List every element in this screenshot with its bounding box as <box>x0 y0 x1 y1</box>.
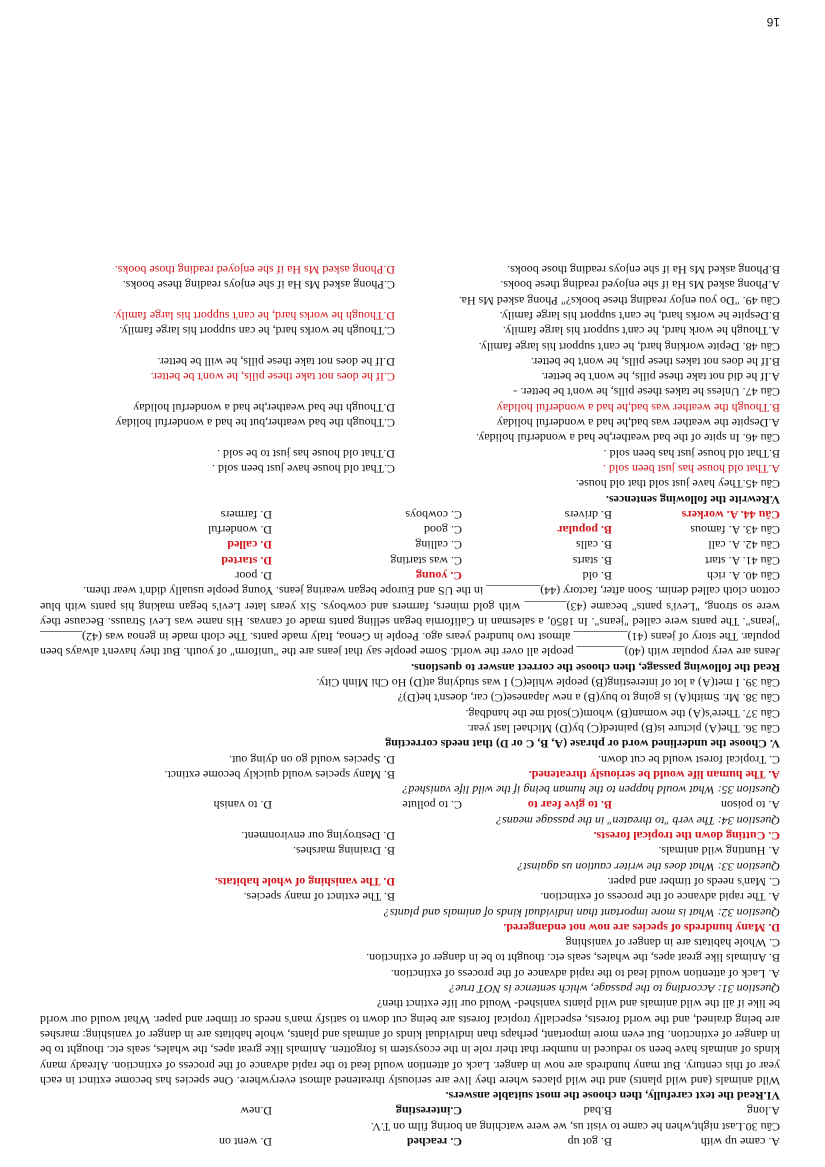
q48-row-bd <box>40 308 780 323</box>
q35-row-cd <box>40 751 780 766</box>
q42-option-a: Câu 42. A. call <box>708 538 780 553</box>
rewrite-title: V.Rewrite the following sentences. <box>605 492 780 507</box>
q46-row-bd <box>40 399 780 414</box>
q45-option-c: C.That old house have just been sold . <box>212 461 395 476</box>
q46-option-b: B.Though the weather was bad,he had a wonderful holiday <box>496 400 780 415</box>
q45-option-d: D.That old house has just to be sold . <box>217 446 395 461</box>
q42-option-d: D. called <box>227 538 272 553</box>
q47-option-d: D.If he does not take these pills, he will be better. <box>157 354 395 369</box>
option-d: D.new <box>240 1104 272 1119</box>
q46-row-ac <box>40 415 780 430</box>
q31-option-b: B. Animals like great apes, the whales, seals etc. thought to be in danger of extinction. <box>366 951 780 966</box>
q34-option-b: B. to give fear to <box>527 798 612 813</box>
q34-stem: Question 34: The verb "to threaten" in the passage means? <box>496 813 780 828</box>
passage-2-title: Read the following passage, then choose the correct answer to questions. <box>411 660 780 675</box>
q33-option-c: C. Cutting down the tropical forests. <box>593 829 780 844</box>
q44-option-d: D. farmers <box>220 507 272 522</box>
option-c: C.interesting <box>395 1104 462 1119</box>
q34-option-d: D. to vanish <box>213 798 272 813</box>
q42-options <box>40 537 780 552</box>
q42-option-c: C. calling <box>415 538 462 553</box>
q39: Câu 39. I met(A) a lot of interesting(B) people while(C) I was studying at(D) Ho Chi Minh City. <box>316 676 780 691</box>
q45-row-bd <box>40 445 780 460</box>
q32-row-cd <box>40 874 780 889</box>
q43-options <box>40 522 780 537</box>
q33-stem: Question 33: What does the writer caution us against? <box>517 859 780 874</box>
q31-stem: Question 31: According to the passage, which sentence is NOT true? <box>449 982 780 997</box>
q47-stem: Câu 47. Unless he takes these pills, he won't be better. - <box>513 385 780 400</box>
q40-option-c: C. young <box>415 569 462 584</box>
q45-row-ac <box>40 461 780 476</box>
q32-option-a: A. The rapid advance of the process of extinction. <box>540 890 780 905</box>
q41-option-d: D. started <box>221 553 272 568</box>
q31-option-c: C. Whole habitats are in danger of vanishing <box>565 936 780 951</box>
q41-options <box>40 552 780 567</box>
q45-stem: Câu 45.They have just sold that old house. <box>575 477 780 492</box>
q49-row-bd <box>40 262 780 277</box>
q49-option-c: C.Phong asked Ms Ha if she enjoys reading these books. <box>122 278 395 293</box>
q46-option-d: D.Though the bad weather,he had a wonderful holiday <box>133 400 395 415</box>
q44-option-a: Câu 44. A. workers <box>681 507 780 522</box>
worksheet-body <box>40 262 780 1149</box>
q48-option-b: B.Despite he works hard, he can't support his large family. <box>499 308 780 323</box>
q43-option-b: B. popular <box>557 523 612 538</box>
q47-option-a: A.If he did not take these pills, he won't be better. <box>541 370 780 385</box>
q41-option-c: C. was starting <box>390 553 462 568</box>
q32-option-d: D. The vanishing of whole habitats. <box>214 874 395 889</box>
option-a: A.long <box>747 1104 780 1119</box>
q34-option-a: A. to poison <box>720 798 780 813</box>
q32-row-ab <box>40 889 780 904</box>
q33-option-a: A. Hunting wild animals. <box>658 844 780 859</box>
q46-option-a: A.Despite the weather was bad,he had a wonderful holiday <box>496 416 780 431</box>
q35-option-c: C. Tropical forest would be cut down. <box>598 752 780 767</box>
q43-option-c: C. good <box>423 523 462 538</box>
section-5-title: V. Choose the underlined word or phrase (A, B, C or D) that needs correcting <box>385 737 780 752</box>
q45-option-a: A.That old house has just been sold . <box>603 461 780 476</box>
q43-option-a: Câu 43. A. famous <box>690 523 780 538</box>
q47-row-ac <box>40 369 780 384</box>
q35-row-ab <box>40 767 780 782</box>
q41-option-a: Câu 41. A. start <box>705 553 780 568</box>
reading-passage-2: Jeans are very popular with (40)________ people all over the world. Some people say that jeans are the "uniform" of youth. But they haven't always been popular. The story of jeans (41)_________ almost two hundred years ago. People in Genoa, Italy made pants. The cloth made in genoa was (42)_______ "jeans". The pants were called "jeans". In 1850, a salesman in California began selling pants made of canvas. His name was Levi Strauss. Because they were so strong, "Levi's pants" became (43)_______ with gold miners, farmers and cowboys. Six years later Levi's began making his pants with blue cotton cloth called denim. Soon after, factory (44)_________ in the US and Europe began wearing jeans. Young people usually didn't wear them. <box>40 584 780 660</box>
q35-option-b: B. Many species would quickly become extinct. <box>164 767 395 782</box>
option-a: A. came up with <box>700 1135 780 1149</box>
q32-stem: Question 32: What is more important than individual kinds of animals and plants? <box>383 905 780 920</box>
q49-option-d: D.Phong asked Ms Ha if she enjoyed reading those books. <box>114 263 395 278</box>
q36: Câu 36. The(A) picture is(B) painted(C) by(D) Michael last year. <box>467 721 780 736</box>
q30-prev-options <box>40 1134 780 1149</box>
q49-stem: Câu 49. "Do you enjoy reading these books?" Phong asked Ms Ha. <box>458 293 780 308</box>
q48-stem: Câu 48. Depite working hard, he can't support his large family. <box>478 339 780 354</box>
q47-option-c: C.If he does not take these pills, he won't be better. <box>150 370 395 385</box>
option-b: B.bad <box>583 1104 612 1119</box>
q40-options <box>40 568 780 583</box>
q40-option-b: B. old <box>582 569 612 584</box>
q31-option-a: A. Lack of attention would lead to the rapid advance of the process of extinction. <box>390 966 780 981</box>
q33-option-b: B. Draining marshes. <box>293 844 395 859</box>
q44-option-c: C. cowboys <box>405 507 462 522</box>
q48-row-ac <box>40 323 780 338</box>
q32-option-c: C. Man's needs of timber and paper. <box>607 874 780 889</box>
q31-option-d: D. Many hundreds of species are now not endangered. <box>503 920 780 935</box>
q44-option-b: B. drivers <box>564 507 612 522</box>
q33-row-cd <box>40 828 780 843</box>
q40-option-a: Câu 40. A. rich <box>707 569 780 584</box>
q49-option-a: A.Phong asked Ms Ha if she enjoyed reading these books. <box>500 278 780 293</box>
q30-options <box>40 1103 780 1118</box>
q33-row-ab <box>40 843 780 858</box>
q41-option-b: B. starts <box>572 553 612 568</box>
q48-option-a: A.Though he work hard, he can't support his large family. <box>502 324 780 339</box>
option-c: C. reached <box>406 1135 462 1149</box>
q32-option-b: B. The extinct of many species. <box>243 890 395 905</box>
q48-option-c: C.Though he works hard, he can support his large family. <box>119 324 395 339</box>
q35-option-d: D. Species would go on dying out. <box>229 752 395 767</box>
q46-option-c: C.Though the bad weather,but he had a wonderful holiday <box>115 416 395 431</box>
q34-option-c: C. to pollute <box>402 798 462 813</box>
q49-row-ac <box>40 277 780 292</box>
q33-option-d: D. Destroying our environment. <box>241 829 395 844</box>
q38: Câu 38. Mr. Smith(A) is going to buy(B) a new Japanese(C) car, doesn't he(D)? <box>397 691 780 706</box>
section-6-title: VI.Read the text carefully, then choose the most suitable answers. <box>445 1089 780 1104</box>
q44-options <box>40 507 780 522</box>
q35-option-a: A. The human life would be seriously threatened. <box>528 767 780 782</box>
q48-option-d: D.Though he works hard, he can't support his large family. <box>113 308 395 323</box>
q49-option-b: B.Phong asked Ms Ha if she enjoys reading those books. <box>507 263 780 278</box>
reading-passage-1: Wild animals (and wild plants) and the wild places where they live are seriously threatened almost everywhere. One species has become extinct in each year of this century. But many hundreds are now in danger. Lack of attention would lead to the rapid advance of the process of extinction. Already many kinds of animals have been so reduced in number that their role in the ecosystem is forgotten. Animals like great apes, the whales, seals etc. thought to be in danger of extinction. But even more important, perhaps than individual kinds of animals and plants, whole habitats are in danger of vanishing: marshes are being drained, and the world forests, especially tropical forests are being cut down to satisfy man's needs or timber and paper. What would our world be like if all the wild animals and wild plants vanished- Would our life extinct then? <box>40 997 780 1088</box>
q37: Câu 37. There's(A) the woman(B) whom(C)sold me the handbag. <box>465 706 780 721</box>
option-b: B. got up <box>567 1135 612 1149</box>
q30-stem: Câu 30.Last night,when he came to visit us, we were watching an boring film on T.V. <box>370 1119 780 1134</box>
option-d: D. went on <box>219 1135 272 1149</box>
q45-option-b: B.That old house just has been sold . <box>603 446 780 461</box>
q34-options <box>40 797 780 812</box>
q46-stem: Câu 46. In spite of the bad weather,he had a wonderful holiday. <box>476 431 780 446</box>
q42-option-b: B. calls <box>576 538 612 553</box>
q43-option-d: D. wonderful <box>208 523 272 538</box>
q47-option-b: B.If he does not takes these pills, he won't be better. <box>530 354 780 369</box>
page-number: 16 <box>766 15 780 29</box>
q35-stem: Question 35: What would happen to the human being if the wild life vanished? <box>402 783 780 798</box>
q40-option-d: D. poor <box>235 569 272 584</box>
q47-row-bd <box>40 354 780 369</box>
